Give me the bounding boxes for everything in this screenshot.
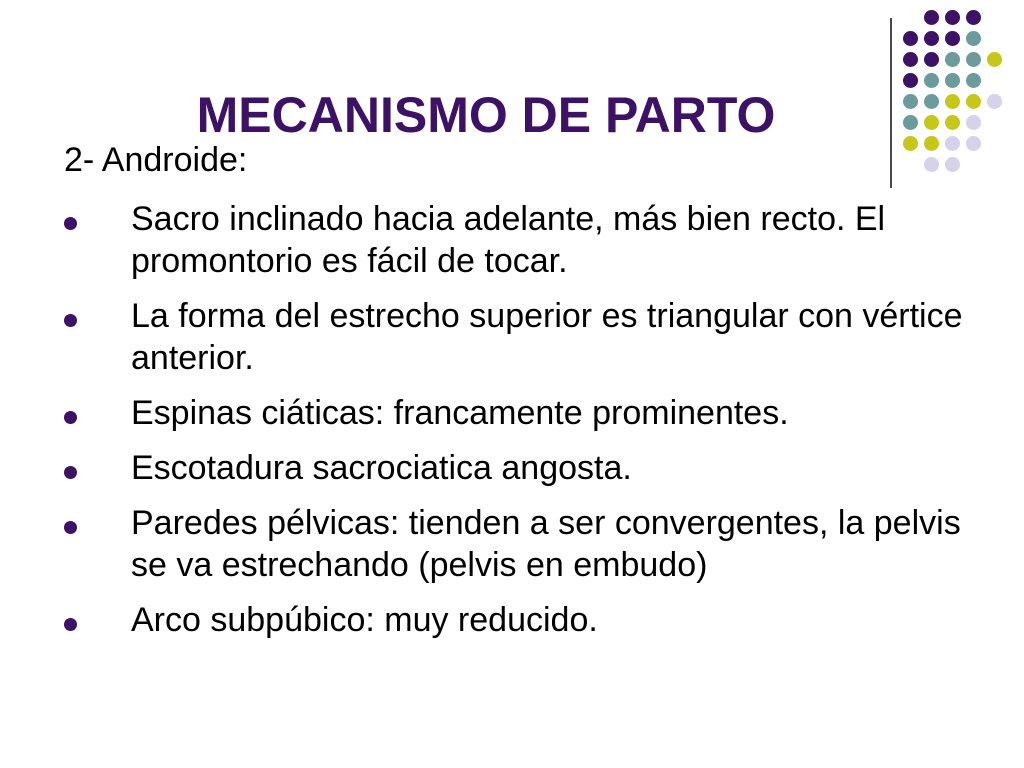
decorative-dot [945, 73, 960, 88]
decorative-dot [924, 136, 939, 151]
decorative-dot [945, 94, 960, 109]
decorative-dot [945, 115, 960, 130]
decorative-dot [924, 31, 939, 46]
bullet-item [64, 295, 1004, 379]
bullet-list [64, 198, 1004, 654]
decorative-dot [924, 10, 939, 25]
decorative-dot [987, 94, 1002, 109]
decorative-dot [966, 52, 981, 67]
decorative-dot [924, 52, 939, 67]
decorative-dot [945, 52, 960, 67]
decorative-dot [945, 31, 960, 46]
decorative-dot [945, 10, 960, 25]
decorative-dot [966, 136, 981, 151]
decorative-dot [903, 94, 918, 109]
decorative-dot [924, 157, 939, 172]
slide-title: MECANISMO DE PARTO [196, 87, 776, 143]
bullet-dot-icon [64, 466, 77, 479]
bullet-text: Escotadura sacrociatica angosta. [131, 449, 632, 487]
decorative-dot [987, 52, 1002, 67]
decorative-dot [966, 31, 981, 46]
decorative-dot [903, 52, 918, 67]
decorative-dot [945, 157, 960, 172]
bullet-dot-icon [64, 521, 77, 534]
decorative-dot [966, 10, 981, 25]
bullet-text: Paredes pélvicas: tienden a ser convergentes, la pelvis se va estrechando (pelvis en embudo) [131, 504, 961, 584]
section-subheading: 2- Androide: [64, 141, 248, 179]
bullet-dot-icon [64, 217, 77, 230]
decorative-dot [924, 115, 939, 130]
decorative-dot [924, 73, 939, 88]
bullet-item [64, 502, 1004, 586]
bullet-item [64, 392, 1004, 434]
decorative-dot [903, 115, 918, 130]
decorative-dot [924, 94, 939, 109]
bullet-item [64, 447, 1004, 489]
bullet-text: Espinas ciáticas: francamente prominentes. [131, 394, 789, 432]
bullet-item [64, 599, 1004, 641]
decorative-dot-grid [903, 10, 1023, 170]
bullet-text: Sacro inclinado hacia adelante, más bien recto. El promontorio es fácil de tocar. [131, 200, 886, 280]
bullet-item [64, 198, 1004, 282]
decorative-dot [966, 115, 981, 130]
decorative-dot [903, 31, 918, 46]
decorative-dot [945, 136, 960, 151]
decorative-dot [966, 73, 981, 88]
title-divider-line [890, 18, 892, 188]
decorative-dot [966, 94, 981, 109]
bullet-dot-icon [64, 618, 77, 631]
bullet-dot-icon [64, 314, 77, 327]
decorative-dot [903, 73, 918, 88]
bullet-text: La forma del estrecho superior es triangular con vértice anterior. [131, 297, 963, 377]
bullet-text: Arco subpúbico: muy reducido. [131, 601, 598, 639]
bullet-dot-icon [64, 411, 77, 424]
decorative-dot [903, 136, 918, 151]
